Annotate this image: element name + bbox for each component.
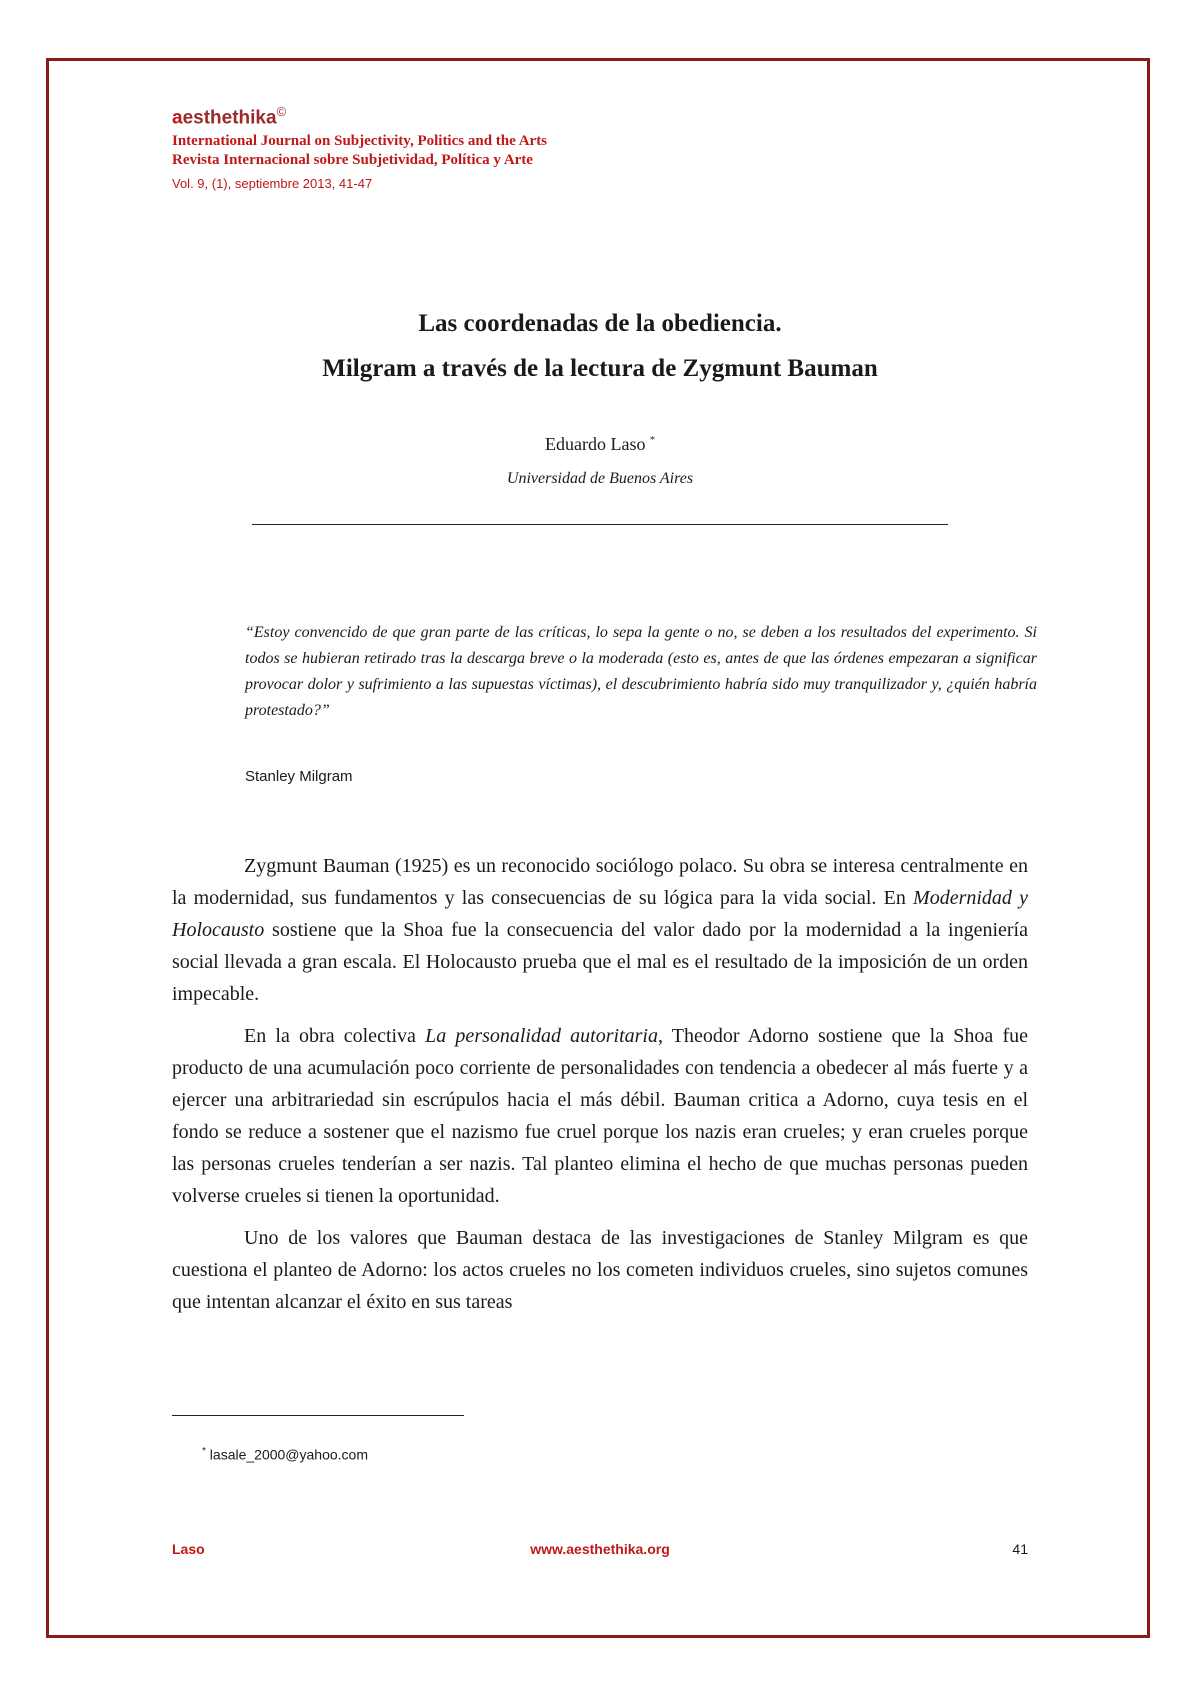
author-affiliation: Universidad de Buenos Aires (506, 470, 694, 487)
paragraph-3: Uno de los valores que Bauman destaca de las investigaciones de Stanley Milgram es que cuestiona el planteo de Adorno: los actos crueles no los cometen individuos crueles, sino sujetos comunes que intentan alcanzar el éxito en sus tareas (172, 1227, 1028, 1313)
journal-logo: aesthethika© (172, 104, 287, 129)
journal-subtitle-es: Revista Internacional sobre Subjetividad, Política y Arte (172, 152, 533, 168)
page-number: 41 (1012, 1541, 1028, 1557)
journal-subtitle-en: International Journal on Subjectivity, Politics and the Arts (172, 133, 548, 149)
author-name: Eduardo Laso * (545, 434, 655, 454)
volume-info: Vol. 9, (1), septiembre 2013, 41-47 (172, 176, 373, 191)
paragraph-2: En la obra colectiva La personalidad autoritaria, Theodor Adorno sostiene que la Shoa fue producto de una acumulación poco corriente de personalidades con tendencia a obedecer al más fuerte y a ejercer una arbitrariedad sin escrúpulos hacia el más débil. Bauman critica a Adorno, cuya tesis en el fondo se reduce a sostener que el nazismo fue cruel porque los nazis eran crueles; y eran crueles porque las personas crueles tenderían a ser nazis. Tal planteo elimina el hecho de que muchas personas pueden volverse crueles si tienen la oportunidad. (172, 1025, 1028, 1207)
footnote-divider (172, 1415, 464, 1416)
title-divider (252, 524, 948, 525)
footer-website-link[interactable]: www.aesthethika.org (530, 1541, 670, 1557)
page-frame (46, 58, 1150, 1638)
epigraph-author: Stanley Milgram (245, 768, 353, 785)
footnote: * lasale_2000@yahoo.com (202, 1446, 369, 1463)
article-title-line2: Milgram a través de la lectura de Zygmunt Bauman (322, 355, 878, 382)
paragraph-1: Zygmunt Bauman (1925) es un reconocido sociólogo polaco. Su obra se interesa centralmente en la modernidad, sus fundamentos y las consecuencias de su lógica para la vida social. En Modernidad y Holocausto sostiene que la Shoa fue la consecuencia del valor dado por la modernidad a la ingeniería social llevada a gran escala. El Holocausto prueba que el mal es el resultado de la imposición de un orden impecable. (172, 855, 1028, 1005)
article-body (172, 850, 1028, 1328)
footer-author: Laso (172, 1541, 205, 1557)
epigraph-quote: “Estoy convencido de que gran parte de las críticas, lo sepa la gente o no, se deben a los resultados del experimento. Si todos se hubieran retirado tras la descarga breve o la moderada (esto es, antes de que las órdenes empezaran a significar provocar dolor y sufrimiento a las supuestas víctimas), el descubrimiento habría sido muy tranquilizador y, ¿quién habría protestado?” (245, 624, 1037, 719)
article-title-line1: Las coordenadas de la obediencia. (418, 310, 782, 337)
